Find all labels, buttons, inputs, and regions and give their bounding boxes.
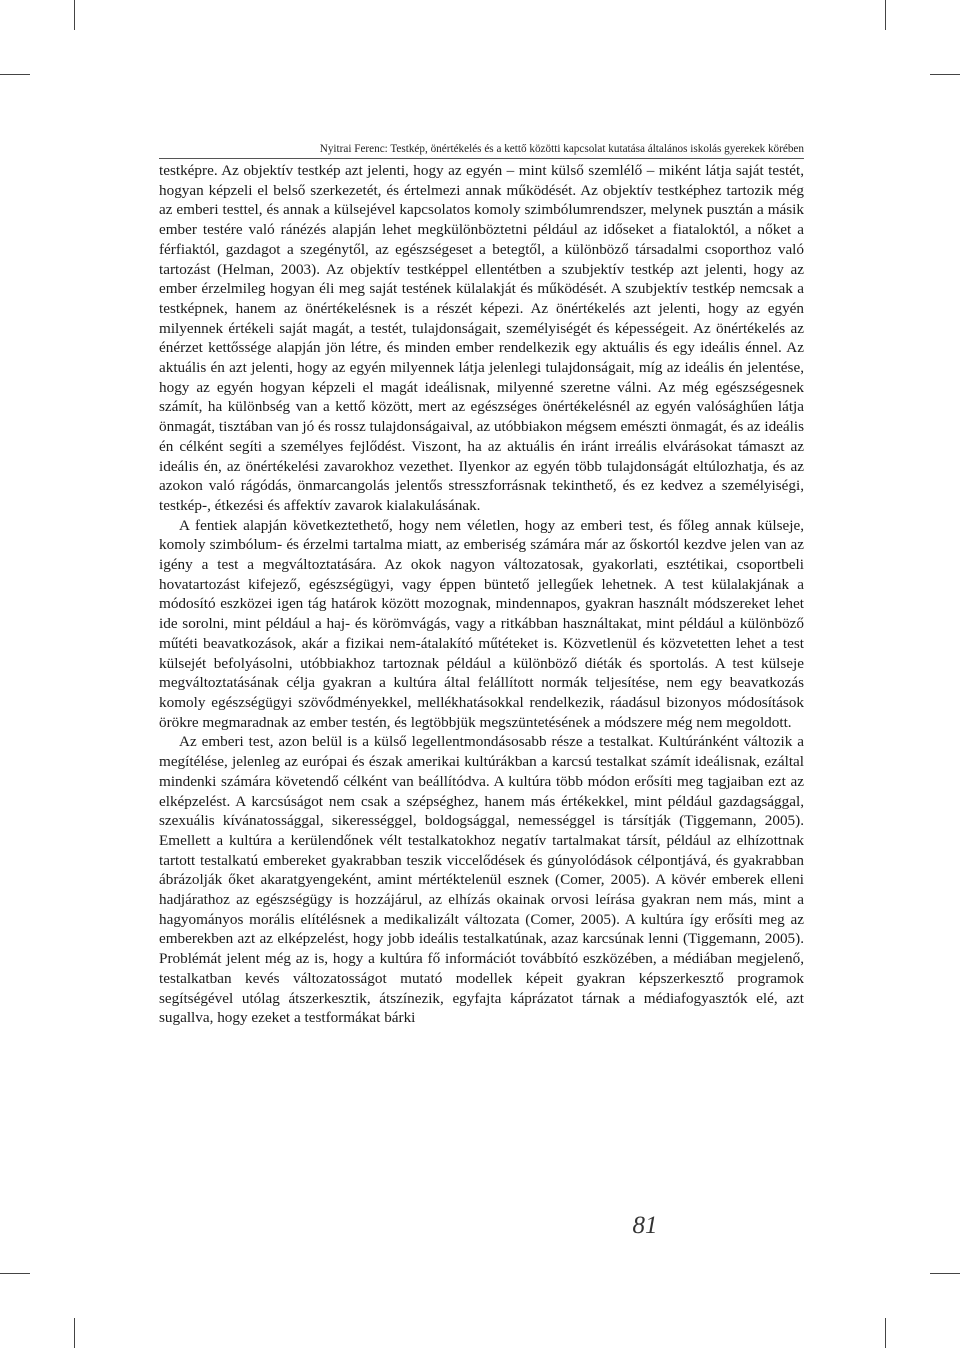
crop-mark	[885, 1318, 886, 1348]
header-rule	[159, 158, 804, 159]
paragraph: A fentiek alapján következtethető, hogy nem véletlen, hogy az emberi test, és főleg annak külseje, komoly szimbólum- és érzelmi tartalma miatt, az emberiség számára már az őskortól kezdve jelen van az igény a test a megváltoztatására. Az okok nagyon változatosak, gyakorlati, esztétikai, csoportbeli hovatartozást kifejező, egészségügyi, vagy éppen büntető jellegűek lehetnek. A test külalakjának a módosító eszközei igen tág határok között mozognak, mindennapos, gyakran használt módszereket lehet ide sorolni, mint például a haj- és körömvágás, vagy a ritkábban használtakat, mint például a különböző műtéti beavatkozások, akár a fizikai nem-átalakító műtéteket is. Közvetlenül és közvetetten lehet a test külsejét befolyásolni, utóbbiakhoz tartoznak például a különböző diéták és sportolás. A test külseje megváltoztatásának célja gyakran a kultúra által felállított normák teljesítése, nem egy beavatkozás komoly egészségügyi szövődményekkel, mellékhatásokkal rendelkezik, ráadásul bizonyos módosítások örökre megmaradnak az ember testén, és legtöbbjük megszüntetésének a módszere még nem megoldott.	[159, 516, 804, 731]
crop-mark	[74, 0, 75, 30]
paragraph: testképre. Az objektív testkép azt jelenti, hogy az egyén – mint külső szemlélő – miként látja saját testét, hogyan képzeli el belső szerkezetét, és értelmezi annak működését. Az objektív testképhez tartozik még az emberi testtel, és annak a külsejével kapcsolatos komoly szimbólumrendszer, melynek pusztán a másik ember testére való ránézés alapján lehet megkülönböztetni például az időseket a fiataloktól, a nőket a férfiaktól, gazdagot a szegénytől, az egészségeset a betegtől, a különböző társadalmi csoporthoz való tartozást (Helman, 2003). Az objektív testképpel ellentétben a szubjektív testkép azt jelenti, hogy az ember érzelmileg hogyan éli meg saját testének külalakját és működését. A szubjektív testkép nemcsak a testképnek, hanem az önértékelésnek is a részét képezi. Az önértékelés azt jelenti, hogy az egyén milyennek értékeli saját magát, a testét, tulajdonságait, személyiségét és képességeit. Az önértékelés az énérzet kettőssége alapján jön létre, és minden ember rendelkezik egy aktuális és egy ideális énnel. Az aktuális én azt jelenti, hogy az egyén milyennek látja jelenlegi tulajdonságait, míg az ideális én jelentése, hogy az egyén hogyan képzeli el magát ideálisnak, milyenné szeretne válni. Az még egészségesnek számít, ha különbség van a kettő között, mert az egészséges önértékelésnél az egyén valósághűen látja önmagát, tisztában van jó és rossz tulajdonságaival, az utóbbiakon mégsem emészti önmagát, és az ideális én célként segíti a személyes fejlődést. Viszont, ha az aktuális én iránt irreális elvárásokat támaszt az ideális én, az önértékelési zavarokhoz vezethet. Ilyenkor az egyén több tulajdonságát eltúlozhatja, és az azokon való rágódás, önmarcangolás jelentős stresszforrásnak tekinthető, és ez kedvez a személyiségi, testkép-, étkezési és affektív zavarok kialakulásának.	[159, 162, 804, 514]
crop-mark	[930, 1273, 960, 1274]
running-header: Nyitrai Ferenc: Testkép, önértékelés és a kettő közötti kapcsolat kutatása általános iskolás gyerekek körében	[319, 143, 804, 155]
crop-mark	[74, 1318, 75, 1348]
crop-mark	[0, 74, 30, 75]
crop-mark	[885, 0, 886, 30]
body-text	[159, 161, 804, 1028]
crop-mark	[930, 74, 960, 75]
paragraph: Az emberi test, azon belül is a külső legellentmondásosabb része a testalkat. Kultúránként változik a megítélése, jelenleg az európai és észak amerikai kultúrákban a karcsú testalkat számít ideálisnak, ezáltal mindenki számára követendő célként van beállítódva. A kultúra több módon erősíti meg tagjaiban ezt az elképzelést. A karcsúságot nem csak a szépséghez, hanem más értékekkel, mint például gazdagsággal, szexuális kívánatossággal, sikerességgel, boldogsággal, nemességgel is társítják (Tiggemann, 2005). Emellett a kultúra a kerülendőnek vélt testalkatokhoz negatív tartalmakat társít, például az elhízottnak tartott testalkatú embereket gyakrabban teszik viccelődések és gúnyolódások célpontjává, és gyakrabban ábrázolják őket akaratgyengeként, amint mértéktelenül esznek (Comer, 2005). A kövér emberek elleni hadjárathoz az egészségügy is hozzájárul, az elhízás okainak orvosi leírása gyakran nem más, mint a hagyományos morális elítélésnek a medikalizált változata (Comer, 2005). A kultúra így erősíti meg az emberekben azt az elképzelést, hogy jobb ideális testalkatúnak, azaz karcsúnak lenni (Tiggemann, 2005). Problémát jelent még az is, hogy a kultúra fő információt továbbító eszközében, a médiában megjelenő, testalkatban kevés változatosságot mutató modellek képeit gyakran képszerkesztő programok segítségével utólag átszerkesztik, átszínezik, egyfajta káprázatot tárnak a médiafogyasztók elé, azt sugallva, hogy ezeket a testformákat bárki	[159, 733, 804, 1027]
crop-mark	[0, 1273, 30, 1274]
page-number: 81	[632, 1212, 658, 1239]
